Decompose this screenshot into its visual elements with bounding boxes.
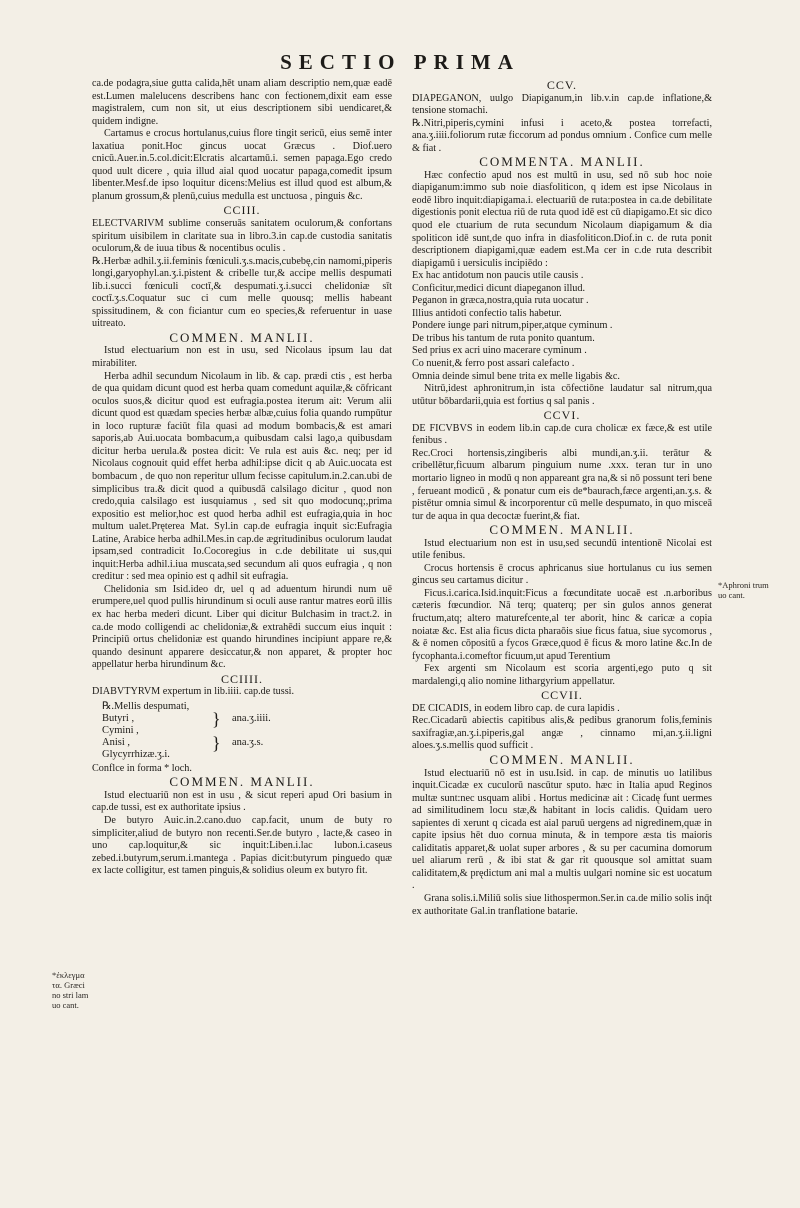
paragraph: Fex argenti sm Nicolaum est scoria argenti,ego puto q sit mardalengi,q alio nomine lithargyrium appellatur.: [412, 663, 712, 687]
right-column: [412, 78, 712, 918]
margin-note-right: *Aphroni trum uo cant.: [718, 580, 769, 600]
paragraph: Herba adhil secundum Nicolaum in lib. & cap. prædi ctis , est herba de qua quidam dicunt quod est herba quam comedunt aquilæ,& cōfricant oculos suos,& dicitur quod est eufragia.postea iterum ait: Verum alii dicunt quod est quædam species herbæ albæ,cuius folia quando rumpūtur in loco rupturæ faciūt fila quasi ad modum bombacis,& est amari saporis,ab Aui.uocata bombacum,a quibusdam calsi lago,a quibusdam dicitur herba uerula.& postea dicit: Ve rula est auis &c. neq; per id Nicolaus cognouit quid effet herba adhil:ipse dicit q ab Auic.uocata est bombacum , de quo non reperitur ullum fecisse capitulum.in.2.can.ubi de simplicibus tra.& dicit quod a quibusdā calsilago dicitur , quod non credo,quia calsilago est iusquiamus , sed sit quo modocunq;,prima expositio est melior,hoc est quod herba adhil est eufragia,quia in hoc multum ualet.Pręterea Mat. Syl.in cap.de eufragia inquit sic:Eufragia Latine, Arabice herba adhil.Mes.in cap.de ægritudinibus oculorum laudat ipsam,sed contradicit Io.Cocoregius in c.de debilitate ui sus,qui inquit:Herba adhil.i.iua muscata,sed secundum ali quos eufragia , q non creditur : sed mea opinio est q adhil sit eufragia.: [92, 370, 392, 583]
paragraph: Ex hac antidotum non paucis utile causis .: [412, 270, 584, 282]
commentary-heading: COMMENTA. MANLII.: [479, 154, 645, 170]
left-column: [92, 78, 392, 878]
recipe-line5: Glycyrrhizæ.ʒ.i.: [102, 748, 170, 760]
paragraph: Istud electuariū nō est in usu.Isid. in cap. de minutis uo latilibus inquit.Cicadæ ex cuculorū nascūtur sputo. hæc in Italia apud Reginos multæ sunt:nec usquam alibi . Hortus medicinæ ait : Cicadę funt uermes ad similitudinem locu stæ,& habitant in locis calidis. Quidam uero sapientes di xerunt q cicada est aial paruū uergens ad nigredinem,quæ in capite ipsius hēt duo cornua minuta, & in tempore æsta tis maioris caliditatis apparet,& uolat super arbores , & su per cacumina domorum uel aliarum rerū , & ibi stat & gar rit quousque sol amittat suam caliditatem,& prędictum ani mal a multis uulgari nomine sic est uocatum .: [412, 767, 712, 892]
recipe-block: [102, 701, 392, 761]
commentary-heading: COMMEN. MANLII.: [489, 522, 635, 538]
paragraph: Pondere iunge pari nitrum,piper,atque cyminum .: [412, 320, 613, 332]
chapter-number: CCIII.: [223, 203, 261, 218]
commentary-heading: COMMEN. MANLII.: [169, 774, 315, 790]
paragraph: Nitrū,idest aphronitrum,in ista cōfectiōne laudatur sal nitrum,qua utūtur bōbardarii,quia est fortius q sal panis .: [412, 383, 712, 407]
paragraph: Rec.Croci hortensis,zingiberis albi mundi,an.ʒ.ii. terātur & cribellētur,ficuum albarum pinguium nume .xxx. teran tur in uno mortario ligneo in modū q non appareant gra na,& si nō possunt teri bene , ferueant modicū , & ponatur cum eis de*baurach,fæce argenti,an.ʒ.s. & pistētur omnia simul & incorporentur cū melle despumato, in quo misceā tur de aqua in qua decoctæ fuerint,& fiat.: [412, 447, 712, 522]
chapter-number: CCIIII.: [221, 671, 263, 686]
paragraph: ca.de podagra,siue gutta calida,hēt unam aliam descriptio nem,quæ eadē est.Lumen malelucens describens hanc con fectionem,dixit eam esse magistralem, cum non sit, ut eius descriptionem sibi uendicaret,& quidem indigne.: [92, 78, 392, 127]
paragraph: Grana solis.i.Miliū solis siue lithospermon.Ser.in ca.de milio solis inq̄t ex authoritate Gal.in tranflatione batarie.: [412, 893, 712, 917]
paragraph: DE CICADIS, in eodem libro cap. de cura lapidis .: [412, 702, 620, 714]
recipe-line1: ℞.Mellis despumati,: [102, 700, 190, 712]
paragraph: Istud electuarium non est in usu,sed secundū intentionē Nicolai est utile fenibus.: [412, 537, 712, 562]
recipe-spacer: [232, 725, 352, 737]
recipe-spacer: [232, 749, 352, 761]
recipe-line3: Cymini ,: [102, 724, 139, 736]
paragraph: Co nuenit,& ferro post assari calefacto .: [412, 358, 575, 370]
recipe-amount1: ana.ʒ.iiii.: [232, 712, 271, 724]
paragraph: Chelidonia sm Isid.ideo dr, uel q ad aduentum hirundi num uē erumpere,uel quod pullis hirundinum si oculi ause rantur matres eorū illis ex hac herba mederi dicunt. Liber qui dicitur Bulchasim in tract.2. in ca.de modo colligendi ac chelidoniæ,& extrahēdi succum eius inquit : Principiū ortus chelidoniæ est quando hirundines incipiunt appare re,& quando desinunt apparere desiccatur,& non apparet, & propter hoc appellatur herba hirundinum &c.: [92, 583, 392, 671]
paragraph: Hæc confectio apud nos est multū in usu, sed nō sub hoc noie diapiganum:immo sub noie diasfoliticon, q idem est ipse Nicolaus in eodē libro inquit:diapigama.i. electuariū de ruta:postea in ca.de debilitate digestionis ponit electua riū de ruta quod idē est cū diapigamo.Et sic dico quod ele ctuarium de ruta secundum Nicolaum diapigamum & dia spoliticon idē sunt,de quo infra in diasfoliticon.Diof.in c. de ruta ponit descriptionem diapigami,quæ eadem est.Ma cer in c.de ruta describit diapigamū i uersiculis incipiēdo :: [412, 169, 712, 269]
paragraph: Istud electuariū non est in usu , & sicut reperi apud Ori basium in cap.de tussi, est ex authoritate ipsius .: [92, 789, 392, 814]
running-head: SECTIO PRIMA: [280, 50, 520, 74]
paragraph: De butyro Auic.in.2.cano.duo cap.facit, unum de buty ro simpliciter,aliud de butyro non recenti.Ser.de butyro , lacte,& caseo in uno cap.loquitur,& sic inquit:Liben.i.lac lubon.i.caseus zebed.i.butyrum,serum.i.mantega . Papias dicit:butyrum pinguedo quæ ex lacte colligitur, est tamen pinguis,& solidius oleum ex butyro fit.: [92, 814, 392, 877]
paragraph: De tribus his tantum de ruta ponito quantum.: [412, 332, 595, 344]
paragraph: Rec.Cicadarū abiectis capitibus alis,& pedibus granorum folis,feminis saxifragiæ,an.ʒ.i.piperis,gal angæ , cinnamo mi,an.ʒ.ii.ligni aloes.ʒ.s.mellis quod sufficit .: [412, 715, 712, 752]
paragraph: DIAPEGANON, uulgo Diapiganum,in lib.v.in cap.de inflatione,& tensione stomachi.: [412, 92, 712, 117]
commentary-heading: COMMEN. MANLII.: [169, 329, 315, 345]
paragraph: Illius antidoti confectio talis habetur.: [412, 307, 562, 319]
chapter-number: CCVI.: [543, 408, 581, 423]
paragraph: Ficus.i.carica.Isid.inquit:Ficus a fœcunditate uocaē est .n.arboribus cæteris fœcundior. Nā terq; quaterq; per sin gulos annos generat fructum,atq; altero maturefcente,al ter aborit, hinc & caricæ a copia noiatæ &c. Est alia ficus dicta pharaōis siue ficus fatua, siue sycomorus , & ē nomen cōpositū a fycos Græce,quod ē ficus & moro latine &c.In de fycophanta.i.comeftor ficuum,ut apud Terentium: [412, 587, 712, 662]
paragraph: DE FICVBVS in eodem lib.in cap.de cura cholicæ ex fæce,& est utile fenibus .: [412, 422, 712, 447]
chapter-number: CCV.: [546, 78, 578, 92]
paragraph: ℞.Nitri,piperis,cymini infusi i aceto,& postea torrefacti, ana.ʒ.iiii.foliorum rutæ ficcorum ad pondus omnium . Confice cum melle & fiat .: [412, 117, 712, 154]
chapter-number: CCVII.: [541, 688, 583, 703]
commentary-heading: COMMEN. MANLII.: [489, 751, 635, 767]
paragraph: Conflce in forma * loch.: [92, 762, 192, 774]
brace-glyph: }: [212, 708, 221, 729]
recipe-line2: Butyri ,: [102, 712, 135, 724]
paragraph: Sed prius ex acri uino macerare cyminum .: [412, 345, 587, 357]
paragraph: DIABVTYRVM expertum in lib.iiii. cap.de tussi.: [92, 686, 295, 698]
recipe-amount2: ana.ʒ.s.: [232, 736, 264, 748]
recipe-line4: Anisi ,: [102, 736, 131, 748]
margin-note-left: *ἐκλεγμα τα. Græci no stri lam uo cant.: [52, 970, 89, 1010]
recipe-spacer: [212, 749, 232, 761]
paragraph: Omnia deinde simul bene trita ex melle ligabis &c.: [412, 370, 620, 382]
paragraph: Istud electuarium non est in usu, sed Nicolaus ipsum lau dat mirabiliter.: [92, 345, 392, 370]
recipe-spacer: [232, 701, 352, 713]
paragraph: Peganon in græca,nostra,quia ruta uocatur .: [412, 295, 589, 307]
paragraph: ℞.Herbæ adhil.ʒ.ii.feminis fœniculi.ʒ.s.macis,cubebę,cin namomi,piperis longi,garyophyl.an.ʒ.i.pistent & cribelle tur,& accipe mellis despumati lib.i.succi fœniculi coctī,& despumati.ʒ.i.succi chelidoniæ sīt coctī.ʒ.s.Coquatur suc ci cum melle quousq; mellis habeant spissitudinem, & con ficiantur cum eo species,& referuentur in uase uitreato.: [92, 255, 392, 330]
brace-glyph: }: [212, 732, 221, 753]
paragraph: Cartamus e crocus hortulanus,cuius flore tingit sericū, eius semē inter laxatiua ponit.Hoc gincus uocat Græcus . Diof.uero cnicū.Auer.in.5.col.dicit:Elcratis alcartamū.i. semen papaga.Ego credo quod uult dicere , quia illud aial quod uocatur papaga,comedit ipsum libenter.Mesf.de ipso loquitur dicens:Melius est illud quod est album,& planum grossum,& plenū,cuius medulla est unctuosa , pinguis &c.: [92, 128, 392, 202]
paragraph: ELECTVARIVM sublime conseruās sanitatem oculorum,& confortans spiritum uisibilem in claritate sua in libro.3.in cap.de custodia sanitatis oculorum,& de iuua tibus & nocentibus oculis .: [92, 218, 392, 255]
paragraph: Conficitur,medici dicunt diapeganon illud.: [412, 282, 586, 294]
paragraph: Crocus hortensis ē crocus aphricanus siue hortulanus cu ius semen gincus seu cartamus dicitur .: [412, 562, 712, 587]
